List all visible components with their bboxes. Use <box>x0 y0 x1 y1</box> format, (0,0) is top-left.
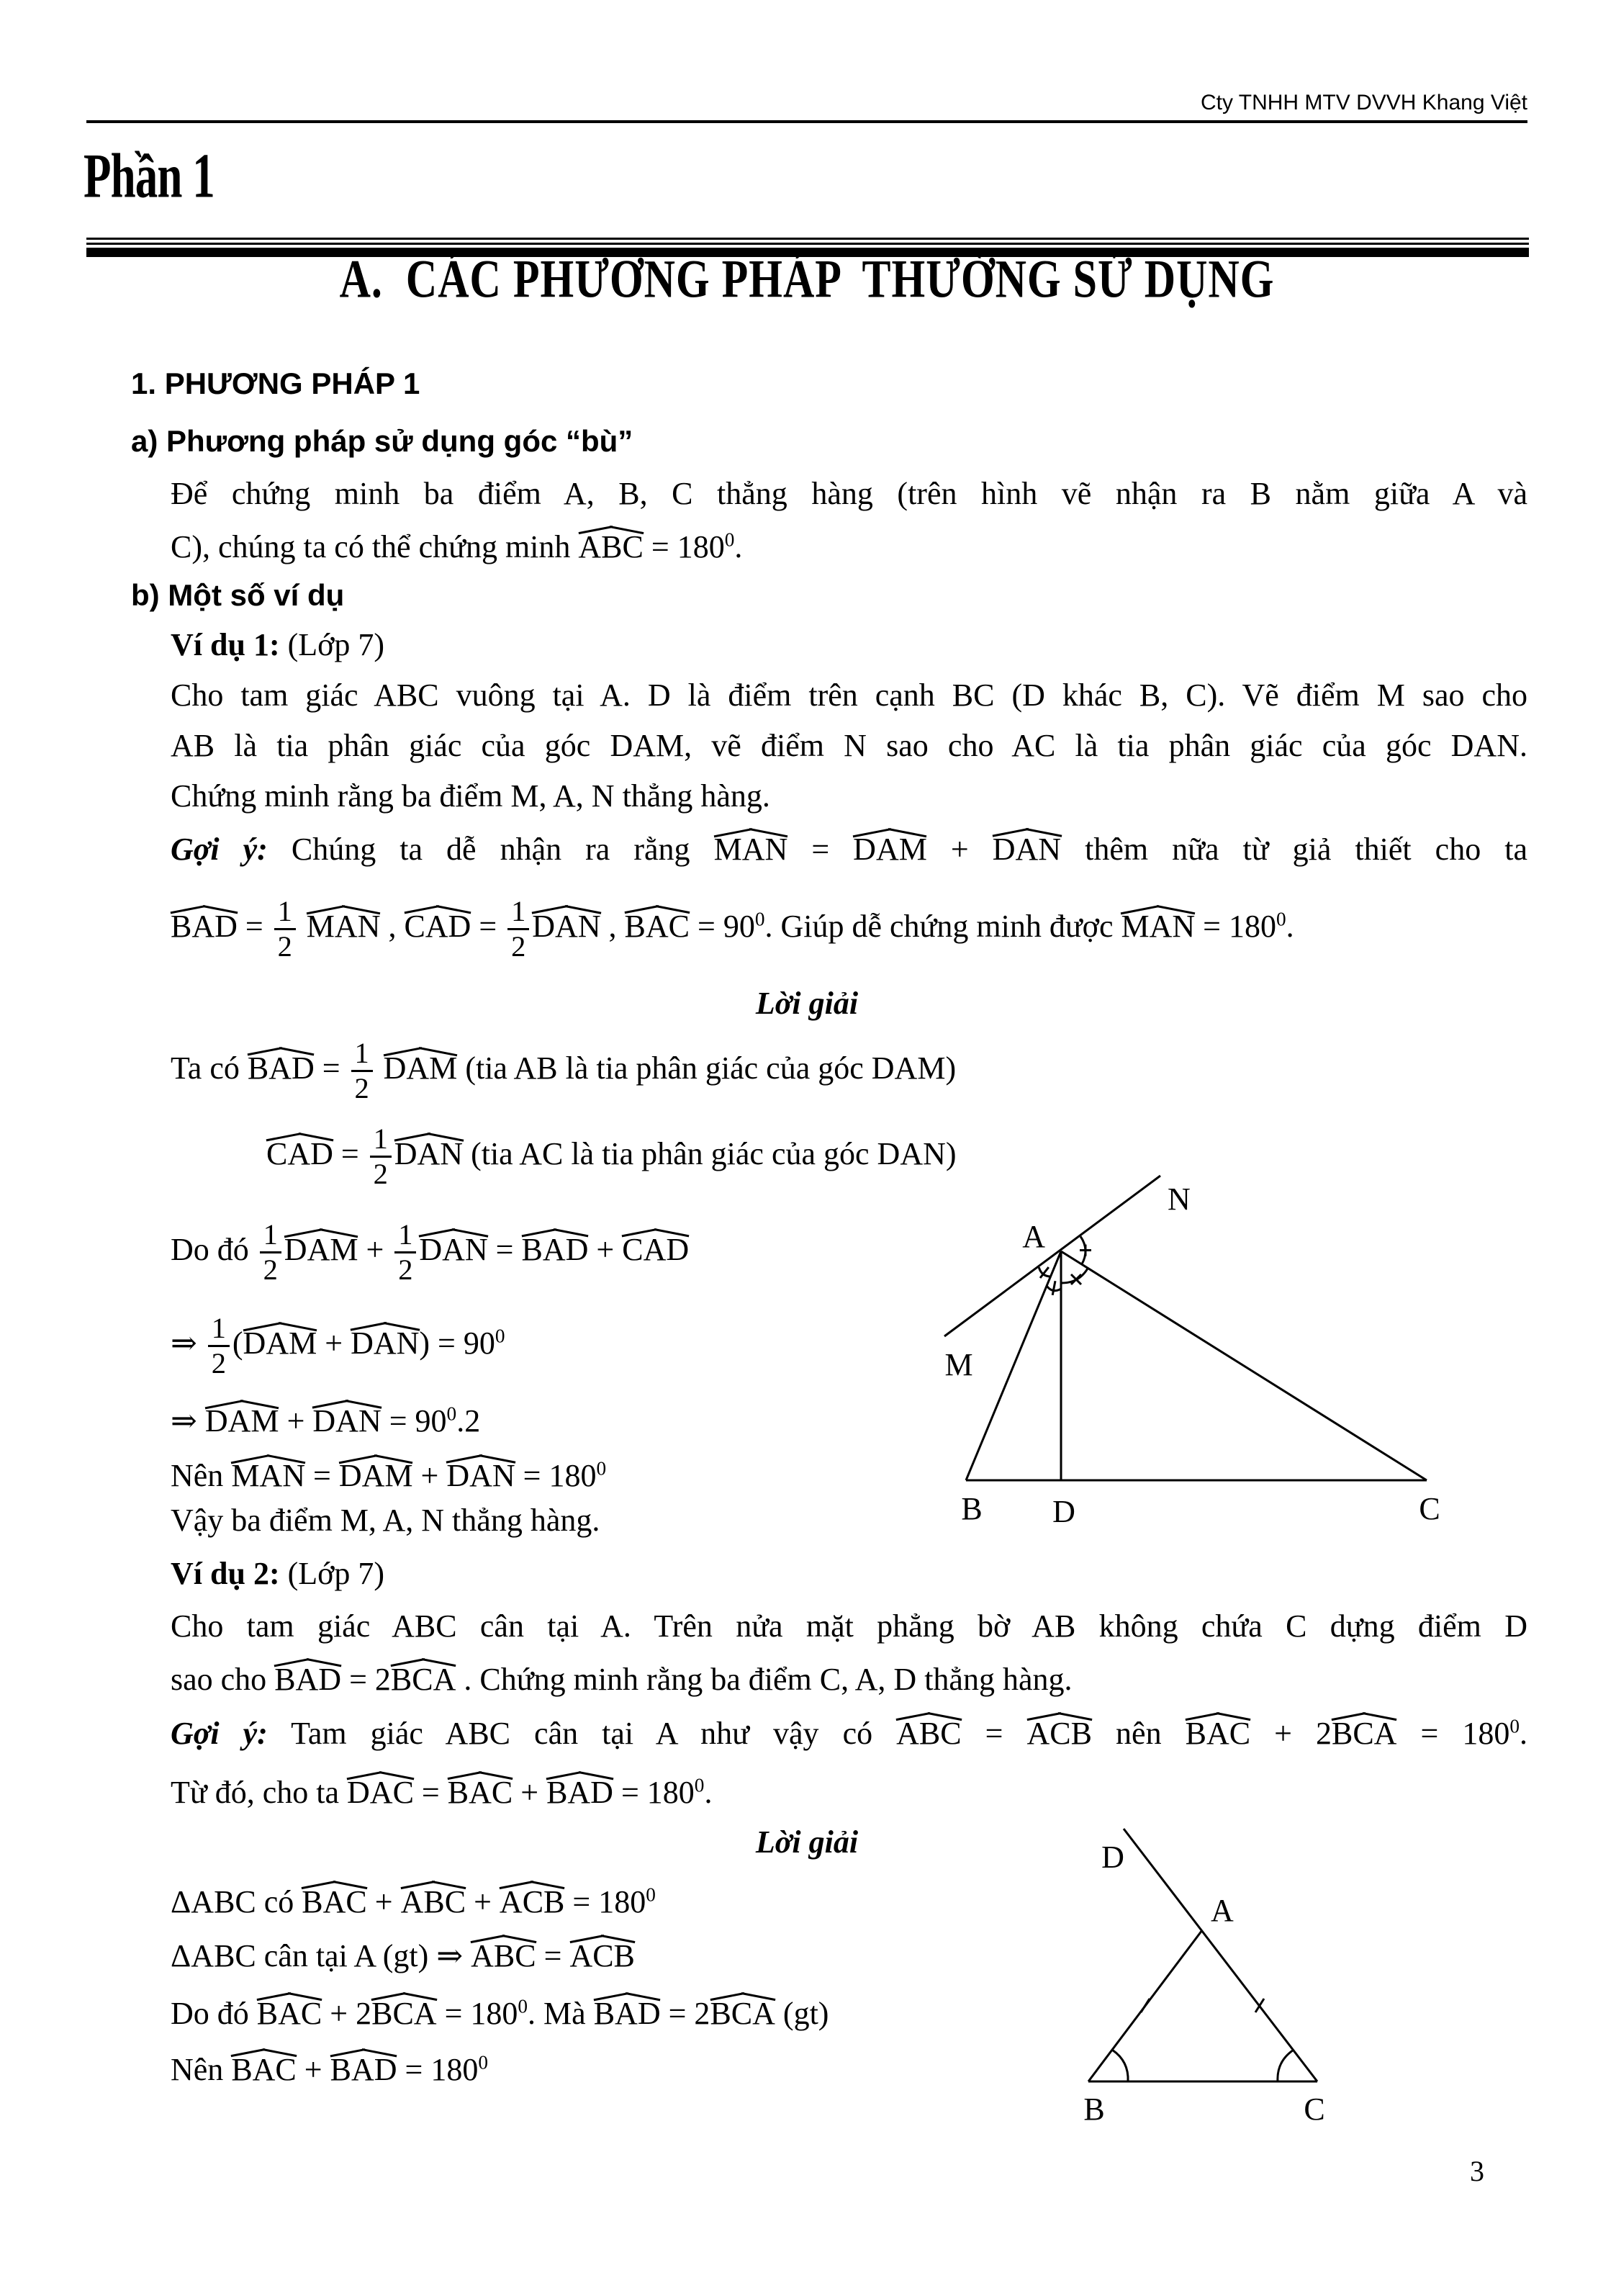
angle-hat: ACB <box>500 1876 564 1919</box>
angle-hat: BAC <box>231 2043 296 2086</box>
solution2-heading-text: Lời giải <box>755 1824 859 1860</box>
fig2-tick-AB <box>1141 1999 1150 2012</box>
angle-hat: MAN <box>307 900 381 943</box>
figure-1 <box>944 1176 1427 1480</box>
figure-1-labels <box>944 1181 1440 1529</box>
angle-hat: DAM <box>243 1317 317 1360</box>
solution1-heading-text: Lời giải <box>755 986 859 1021</box>
angle-hat: BAC <box>1186 1707 1250 1750</box>
example2-heading: Ví dụ 2: (Lớp 7) <box>171 1556 385 1591</box>
example2-hint-line-1: Gợi ý: Tam giác ABC cân tại A như vậy có ABC = ACB nên BAC + $2BCA = 180^0$. <box>171 1707 1527 1754</box>
angle-hat: DAN <box>993 823 1061 866</box>
solution1-step-4: ⇒ $\frac{1}{2}$ $(DAM + DAN) = 90^0$ <box>171 1312 505 1380</box>
angle-hat: BAD <box>546 1766 613 1809</box>
angle-hat: CAD <box>266 1127 333 1171</box>
angle-hat: BAC <box>302 1876 366 1919</box>
angle-hat: DAC <box>347 1766 414 1809</box>
angle-hat: BAC <box>257 1987 322 2030</box>
fig1-label-M: M <box>944 1347 973 1382</box>
method-heading: 1. PHƯƠNG PHÁP 1 <box>131 366 420 400</box>
angle-hat: BAD <box>521 1223 588 1266</box>
solution1-step-7: Vậy ba điểm M, A, N thẳng hàng. <box>171 1503 600 1538</box>
angle-hat: ABC <box>471 1930 536 1973</box>
angle-hat: BCA <box>1332 1707 1396 1750</box>
fig2-angle-arc-B <box>1112 2050 1128 2081</box>
solution2-step-2: ΔABC cân tại A (gt) ⇒ ABC = ACB <box>171 1930 635 1976</box>
angle-hat: MAN <box>1121 900 1195 943</box>
subheading-b: b) Một số ví dụ <box>131 578 345 612</box>
solution1-step-1: Ta có BAD = $\frac{1}{2}$ DAM (tia AB là tia phân giác của góc DAM) <box>171 1037 957 1105</box>
angle-hat: CAD <box>404 900 471 943</box>
angle-hat: ABC <box>896 1707 961 1750</box>
solution2-step-4: Nên BAC + BAD = $180^0$ <box>171 2043 488 2090</box>
method-intro-line-2: C), chúng ta có thể chứng minh ABC = $180^0$. <box>171 521 742 567</box>
angle-hat: BAD <box>274 1653 341 1696</box>
page-number: 3 <box>1470 2155 1484 2187</box>
fig1-label-D: D <box>1052 1494 1075 1529</box>
angle-hat: ACB <box>1027 1707 1092 1750</box>
angle-hat: DAN <box>419 1223 487 1266</box>
fig2-line-DC <box>1124 1829 1317 2081</box>
subheading-a: a) Phương pháp sử dụng góc “bù” <box>131 424 633 458</box>
angle-hat: DAN <box>351 1317 419 1360</box>
section-title-text: A. CÁC PHƯƠNG PHÁP THƯỜNG SỬ DỤNG <box>339 249 1275 309</box>
fig2-label-D: D <box>1101 1840 1124 1875</box>
fig2-label-A: A <box>1211 1893 1234 1928</box>
angle-hat: DAM <box>205 1395 279 1438</box>
example1-hint-line-2: BAD = $\frac{1}{2}$ MAN , CAD = $\frac{1}{2}$ DAN , BAC = $90^0$. Giúp dễ chứng minh được MAN = $180^0$. <box>171 895 1294 963</box>
angle-hat: MAN <box>714 823 788 866</box>
fig1-label-N: N <box>1168 1181 1191 1217</box>
fig1-label-A: A <box>1022 1219 1045 1254</box>
angle-hat: BAD <box>171 900 238 943</box>
angle-hat: BAD <box>248 1042 315 1085</box>
angle-hat: DAN <box>312 1395 381 1438</box>
fraction: $\frac{1}{2}$ <box>260 1220 281 1285</box>
fig1-angle-tick-BAD <box>1052 1281 1055 1295</box>
angle-hat: DAN <box>394 1127 463 1171</box>
angle-hat: DAM <box>384 1042 458 1085</box>
example2-hint-line-2: Từ đó, cho ta DAC = BAC + BAD = $180^0$. <box>171 1766 712 1813</box>
fig1-line-MN <box>944 1176 1160 1336</box>
angle-hat: BCA <box>391 1653 456 1696</box>
fraction: $\frac{1}{2}$ <box>507 897 529 962</box>
example1-heading: Ví dụ 1: (Lớp 7) <box>171 627 385 662</box>
example1-hint-line-1: Gợi ý: Chúng ta dễ nhận ra rằng MAN = DAM + DAN thêm nữa từ giả thiết cho ta <box>171 823 1527 870</box>
example1-body-line-2: AB là tia phân giác của góc DAM, vẽ điểm N sao cho AC là tia phân giác của góc DAN. <box>171 728 1527 763</box>
angle-hat: DAM <box>284 1223 358 1266</box>
example1-body-line-1: Cho tam giác ABC vuông tại A. D là điểm trên cạnh BC (D khác B, C). Vẽ điểm M sao cho <box>171 677 1527 713</box>
angle-hat: DAM <box>339 1449 413 1493</box>
fraction: $\frac{1}{2}$ <box>351 1039 373 1104</box>
method-intro-line-1: Để chứng minh ba điểm A, B, C thẳng hàng (trên hình vẽ nhận ra B nằm giữa A và <box>171 476 1527 511</box>
angle-hat: BAC <box>625 900 690 943</box>
fraction: $\frac{1}{2}$ <box>208 1314 230 1379</box>
fig1-label-C: C <box>1419 1491 1440 1526</box>
angle-hat: BCA <box>371 1987 436 2030</box>
angle-hat: ACB <box>569 1930 634 1973</box>
angle-hat: DAN <box>446 1449 515 1493</box>
fig2-label-C: C <box>1304 2092 1325 2127</box>
fig1-label-B: B <box>961 1491 983 1526</box>
fig2-label-B: B <box>1083 2092 1105 2127</box>
example2-body-line-2: sao cho BAD = 2BCA . Chứng minh rằng ba điểm C, A, D thẳng hàng. <box>171 1653 1073 1700</box>
angle-hat: ABC <box>401 1876 466 1919</box>
example1-body-line-3: Chứng minh rằng ba điểm M, A, N thẳng hàng. <box>171 778 770 814</box>
angle-hat: ABC <box>578 521 643 564</box>
fig1-side-AC <box>1061 1251 1427 1480</box>
part-title-text: Phần 1 <box>83 142 215 212</box>
fraction: $\frac{1}{2}$ <box>394 1220 416 1285</box>
angle-hat: DAM <box>853 823 927 866</box>
angle-hat: BAD <box>594 1987 661 2030</box>
solution1-step-3: Do đó $\frac{1}{2}$ DAM + $\frac{1}{2}$ DAN = BAD + CAD <box>171 1218 690 1287</box>
angle-hat: CAD <box>622 1223 689 1266</box>
angle-hat: BAC <box>448 1766 513 1809</box>
running-header: Cty TNHH MTV DVVH Khang Việt <box>1200 91 1527 114</box>
solution2-step-3: Do đó BAC + $2BCA = 180^0$. Mà BAD = 2BCA (gt) <box>171 1987 829 2034</box>
solution1-step-5: ⇒ DAM + DAN = $90^0.2$ <box>171 1395 480 1441</box>
solution1-step-2: CAD = $\frac{1}{2}$ DAN (tia AC là tia phân giác của góc DAN) <box>266 1122 957 1191</box>
solution2-step-1: ΔABC có BAC + ABC + ACB = $180^0$ <box>171 1876 656 1922</box>
example2-body-line-1: Cho tam giác ABC cân tại A. Trên nửa mặt phẳng bờ AB không chứa C dựng điểm D <box>171 1608 1527 1644</box>
angle-hat: BAD <box>330 2043 397 2086</box>
angle-hat: BCA <box>710 1987 775 2030</box>
fraction: $\frac{1}{2}$ <box>274 897 296 962</box>
figure-2-labels <box>1083 1840 1324 2127</box>
solution1-step-6: Nên MAN = DAM + DAN = $180^0$ <box>171 1449 606 1496</box>
fraction: $\frac{1}{2}$ <box>370 1125 392 1189</box>
fig2-angle-arc-C <box>1278 2050 1294 2081</box>
angle-hat: MAN <box>231 1449 305 1493</box>
angle-hat: DAN <box>532 900 600 943</box>
